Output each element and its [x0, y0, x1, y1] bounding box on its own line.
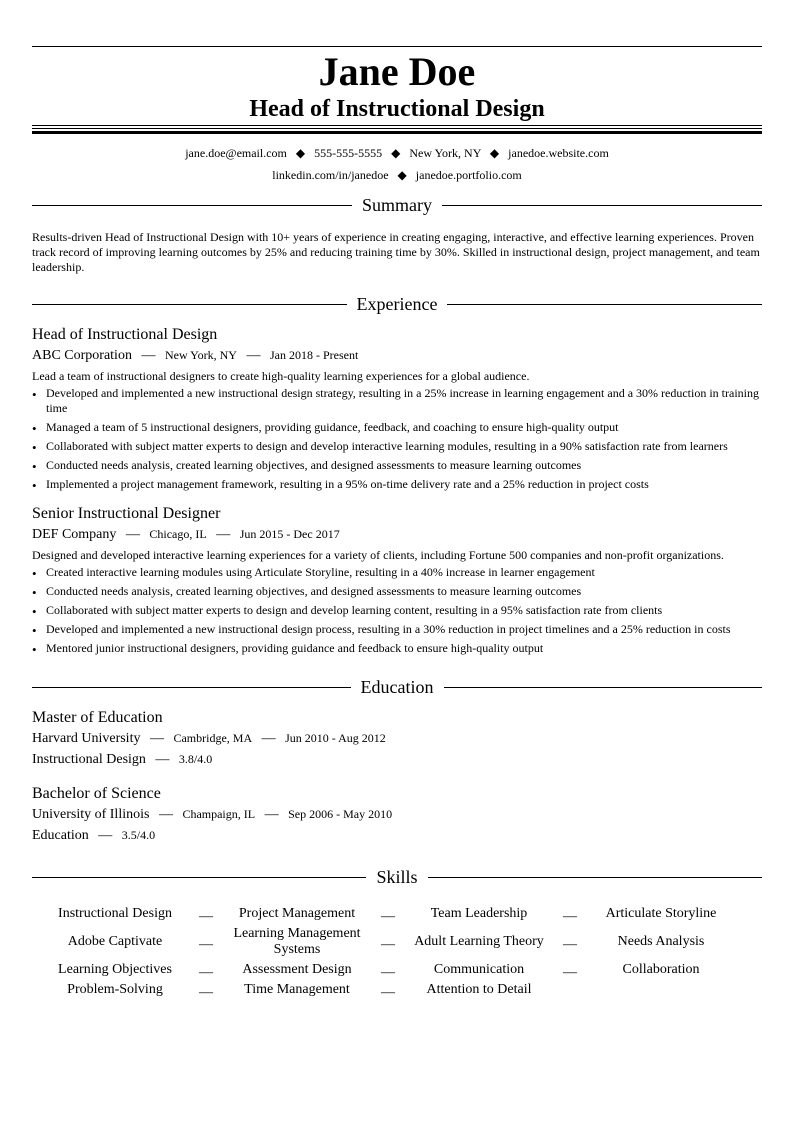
job-bullets — [32, 386, 762, 492]
section-header-experience — [32, 293, 762, 315]
job-dates: Jan 2018 - Present — [269, 348, 359, 362]
skill-item: Learning Objectives — [58, 962, 172, 977]
section-title: Education — [360, 677, 434, 697]
job-title: Senior Instructional Designer — [32, 505, 221, 522]
bullet-item: • Created interactive learning modules using Articulate Storyline, resulting in a 40% increase in learner engagement — [32, 565, 762, 580]
diamond-separator-icon: ◆ — [295, 146, 306, 160]
school-location: Champaign, IL — [182, 807, 256, 821]
section-title: Experience — [356, 294, 438, 314]
gpa: 3.8/4.0 — [178, 752, 213, 766]
job-bullets — [32, 565, 762, 656]
skill-item: Communication — [433, 962, 525, 977]
email-link[interactable]: jane.doe@email.com — [185, 146, 287, 160]
skill-separator: — — [563, 909, 577, 924]
skills-row — [32, 960, 762, 980]
dash-separator: — — [125, 527, 140, 542]
skill-separator: — — [563, 937, 577, 952]
divider — [442, 205, 762, 206]
skill-item: Project Management — [238, 906, 356, 921]
job-location: New York, NY — [164, 348, 237, 362]
bullet-item: • Collaborated with subject matter experts to design and develop interactive learning modules, resulting in a 90% satisfaction rate from learners — [32, 439, 762, 454]
diamond-separator-icon: ◆ — [397, 168, 407, 182]
skill-item: Adobe Captivate — [67, 934, 163, 949]
dash-separator: — — [141, 348, 156, 363]
dash-separator: — — [155, 752, 170, 767]
contact-info — [32, 142, 762, 186]
diamond-separator-icon: ◆ — [391, 146, 401, 160]
section-title: Skills — [376, 867, 418, 887]
gpa: 3.5/4.0 — [121, 828, 156, 842]
company-name: DEF Company — [32, 527, 117, 542]
skills-grid — [32, 904, 762, 1000]
skill-item: Attention to Detail — [426, 982, 532, 997]
dash-separator: — — [98, 828, 113, 843]
bullet-item: • Developed and implemented a new instructional design strategy, resulting in a 25% increase in learning engagement and a 30% reduction in training time — [32, 386, 762, 416]
divider — [32, 304, 347, 305]
dash-separator: — — [264, 807, 279, 822]
contact-line-1 — [32, 142, 762, 164]
job-description: Designed and developed interactive learning experiences for a variety of clients, including Fortune 500 companies and non-profit organizations. — [32, 548, 724, 562]
skill-separator: — — [381, 965, 395, 980]
skills-row — [32, 904, 762, 924]
field-row — [32, 749, 762, 770]
skill-separator: — — [563, 965, 577, 980]
candidate-name: Jane Doe — [318, 49, 476, 94]
degree-name: Master of Education — [32, 709, 163, 726]
website-link[interactable]: janedoe.website.com — [508, 146, 609, 160]
diamond-separator-icon: ◆ — [489, 146, 500, 160]
skill-separator: — — [381, 985, 395, 1000]
divider — [32, 687, 351, 688]
company-name: ABC Corporation — [32, 348, 132, 363]
skill-item: Needs Analysis — [617, 934, 705, 949]
dash-separator: — — [158, 807, 173, 822]
skill-item: Learning Management Systems — [233, 926, 361, 957]
job-title: Head of Instructional Design — [32, 326, 218, 343]
dash-separator: — — [216, 527, 231, 542]
job-entry — [32, 504, 762, 656]
skill-item: Articulate Storyline — [605, 906, 717, 921]
bullet-item: • Mentored junior instructional designers, providing guidance and feedback to ensure high-quality output — [32, 641, 762, 656]
skill-item: Problem-Solving — [67, 982, 163, 997]
bullet-item: • Implemented a project management framework, resulting in a 95% on-time delivery rate and a 25% reduction in project costs — [32, 477, 762, 492]
job-meta — [32, 345, 762, 366]
skills-row — [32, 924, 762, 960]
section-header-education — [32, 676, 762, 698]
dash-separator: — — [149, 731, 164, 746]
dash-separator: — — [246, 348, 261, 363]
bullet-item: • Managed a team of 5 instructional designers, providing guidance, feedback, and coaching to ensure high-quality output — [32, 420, 762, 435]
job-location: Chicago, IL — [149, 527, 207, 541]
skill-item: Collaboration — [622, 962, 700, 977]
section-title: Summary — [362, 195, 432, 215]
skill-item: Instructional Design — [58, 906, 172, 921]
school-name: University of Illinois — [32, 807, 150, 822]
school-dates: Jun 2010 - Aug 2012 — [285, 731, 386, 745]
top-rule — [32, 46, 762, 47]
candidate-title: Head of Instructional Design — [249, 96, 545, 122]
degree-name: Bachelor of Science — [32, 785, 161, 802]
field-row — [32, 825, 762, 846]
contact-line-2 — [32, 164, 762, 186]
skill-item: Time Management — [244, 982, 350, 997]
skill-item: Assessment Design — [242, 962, 352, 977]
skill-item: Team Leadership — [430, 906, 528, 921]
bullet-item: • Conducted needs analysis, created learning objectives, and designed assessments to measure learning outcomes — [32, 458, 762, 473]
portfolio-link[interactable]: janedoe.portfolio.com — [415, 168, 522, 182]
school-row — [32, 728, 762, 749]
school-row — [32, 804, 762, 825]
dash-separator: — — [261, 731, 276, 746]
divider — [32, 205, 352, 206]
education-entry — [32, 784, 762, 846]
skill-separator: — — [199, 985, 213, 1000]
job-meta — [32, 524, 762, 545]
divider — [428, 877, 762, 878]
school-dates: Sep 2006 - May 2010 — [288, 807, 393, 821]
section-header-skills — [32, 866, 762, 888]
divider — [444, 687, 763, 688]
job-description: Lead a team of instructional designers to create high-quality learning experiences for a global audience. — [32, 369, 530, 383]
bullet-item: • Conducted needs analysis, created learning objectives, and designed assessments to measure learning outcomes — [32, 584, 762, 599]
linkedin-link[interactable]: linkedin.com/in/janedoe — [272, 168, 389, 182]
divider — [447, 304, 762, 305]
skill-separator: — — [199, 937, 213, 952]
skills-row — [32, 980, 762, 1000]
location: New York, NY — [409, 146, 481, 160]
job-entry — [32, 325, 762, 492]
resume-page — [32, 46, 762, 1000]
phone-number[interactable]: 555-555-5555 — [314, 146, 383, 160]
field-of-study: Instructional Design — [32, 752, 146, 767]
skill-separator: — — [381, 937, 395, 952]
summary-text: Results-driven Head of Instructional Design with 10+ years of experience in creating engaging, interactive, and effective learning experiences. Proven track record of improving learning outcomes by 25% and reducing training time by 30%. Skilled in instructional design, project management, and team leadership. — [32, 230, 760, 274]
skill-separator: — — [381, 909, 395, 924]
skill-item: Adult Learning Theory — [414, 934, 544, 949]
bullet-item: • Developed and implemented a new instructional design process, resulting in a 30% reduction in project timelines and a 25% reduction in costs — [32, 622, 762, 637]
bullet-item: • Collaborated with subject matter experts to design and develop learning content, resulting in a 95% satisfaction rate from clients — [32, 603, 762, 618]
skill-separator: — — [199, 909, 213, 924]
field-of-study: Education — [32, 828, 89, 843]
school-name: Harvard University — [32, 731, 141, 746]
divider — [32, 877, 366, 878]
job-dates: Jun 2015 - Dec 2017 — [239, 527, 340, 541]
school-location: Cambridge, MA — [173, 731, 253, 745]
header-triple-rule — [32, 125, 762, 134]
skill-separator: — — [199, 965, 213, 980]
education-entry — [32, 708, 762, 770]
section-header-summary — [32, 194, 762, 216]
